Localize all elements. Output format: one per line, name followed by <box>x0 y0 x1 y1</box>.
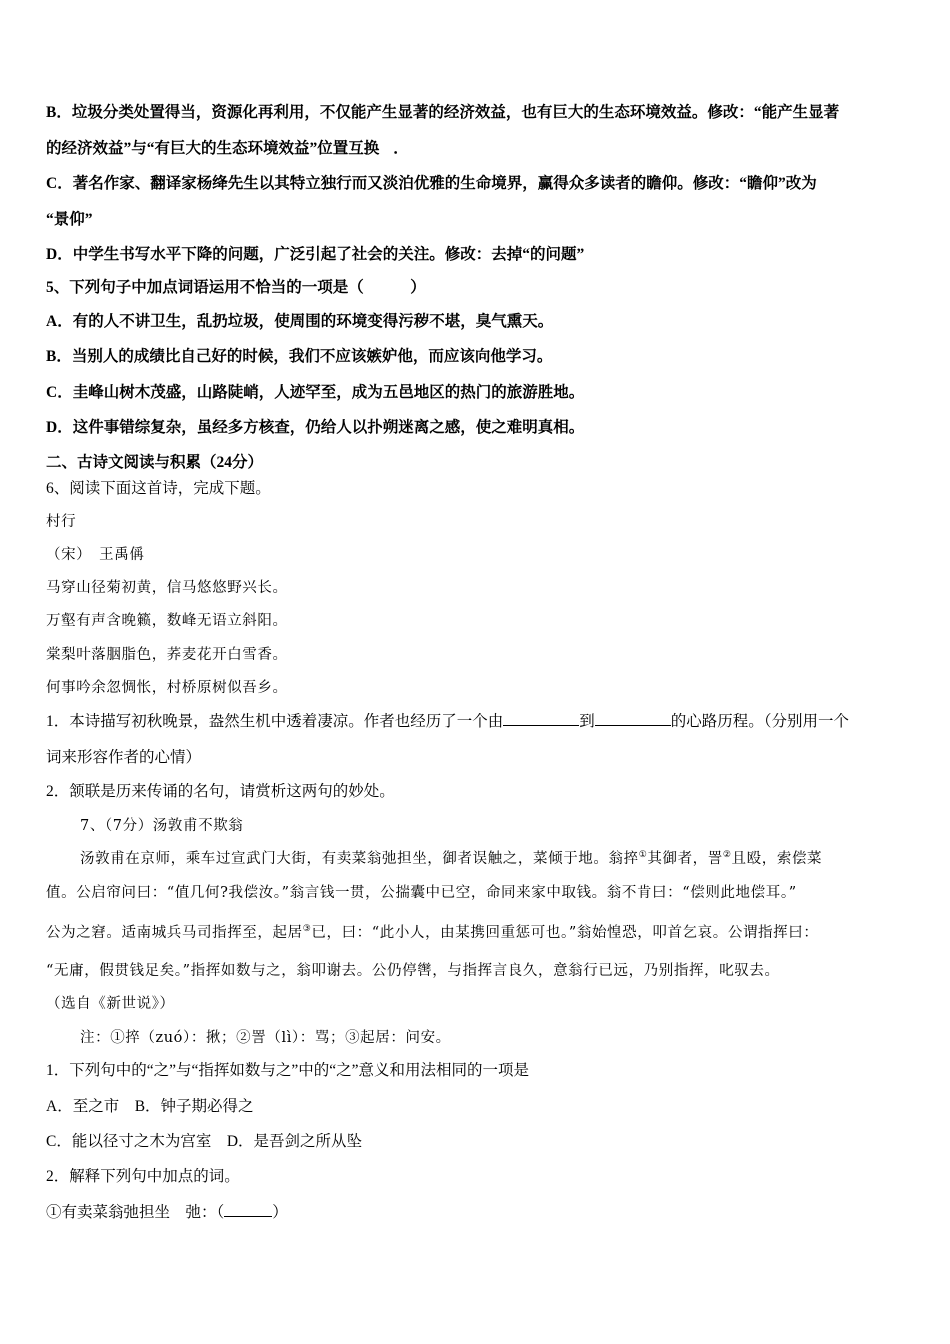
poem-line: 何事吟余忽惆怅，村桥原树似吾乡。 <box>46 680 288 696</box>
poem-line: 棠梨叶落胭脂色，荞麦花开白雪香。 <box>46 647 288 663</box>
answer-blank-2[interactable] <box>595 711 671 726</box>
poem-line: 万壑有声含晚籁，数峰无语立斜阳。 <box>46 613 288 629</box>
footnote-mark: ② <box>722 850 732 861</box>
passage-text: 且殴，索偿菜 <box>731 851 823 867</box>
poem-author: （宋） 王禹偁 <box>46 547 145 563</box>
q4-option-c-line1: C．著名作家、翻译家杨绛先生以其特立独行而又淡泊优雅的生命境界，赢得众多读者的瞻仰。修改：“瞻仰”改为 <box>46 175 817 192</box>
passage-text: 公为之窘。适南城兵马司指挥至，起居 <box>46 925 303 941</box>
passage-line-1 <box>80 849 822 869</box>
q5-stem: 5、下列句子中加点词语运用不恰当的一项是（ ） <box>46 279 426 296</box>
footnote-mark: ① <box>638 850 648 861</box>
poem-line: 马穿山径菊初黄，信马悠悠野兴长。 <box>46 580 288 596</box>
q4-option-b-line2 <box>46 139 409 159</box>
section-heading: 二、古诗文阅读与积累（24分） <box>46 454 264 471</box>
q7-sub1-options-ab: A．至之市 B．钟子期必得之 <box>46 1098 254 1115</box>
q5-option-d: D．这件事错综复杂，虽经多方核查，仍给人以扑朔迷离之感，使之难明真相。 <box>46 419 585 436</box>
q6-sub1 <box>46 711 849 732</box>
q4-option-b-line2-end: ． <box>393 140 409 157</box>
q5-option-a: A．有的人不讲卫生，乱扔垃圾，使周围的环境变得污秽不堪，臭气熏天。 <box>46 313 554 330</box>
q6-sub2: 2．颔联是历来传诵的名句，请赏析这两句的妙处。 <box>46 783 395 800</box>
passage-text: 已，曰：“此小人，由某携回重惩可也。”翁始惶恐，叩首乞哀。公谓指挥曰： <box>311 925 819 941</box>
passage-text: 其御者，詈 <box>647 851 723 867</box>
q7-title: 7、（7分）汤敦甫不欺翁 <box>80 818 244 834</box>
q6-sub1-part1: 1．本诗描写初秋晚景，盎然生机中透着凄凉。作者也经历了一个由 <box>46 713 504 730</box>
q7-sub2-item1-text: ①有卖菜翁弛担坐 弛：（ <box>46 1204 225 1221</box>
passage-note: 注：①捽（zuó）：揪；②詈（lì）：骂；③起居：问安。 <box>80 1030 451 1046</box>
q4-option-b-line1: B．垃圾分类处置得当，资源化再利用，不仅能产生显著的经济效益，也有巨大的生态环境效益。修改：“能产生显著 <box>46 104 840 121</box>
q4-option-d: D．中学生书写水平下降的问题，广泛引起了社会的关注。修改：去掉“的问题” <box>46 246 585 263</box>
poem-title: 村行 <box>46 514 77 530</box>
passage-text: 汤敦甫在京师，乘车过宣武门大街，有卖菜翁弛担坐，御者误触之，菜倾于地。翁捽 <box>80 851 639 867</box>
q4-option-c-line2: “景仰” <box>46 211 93 228</box>
answer-blank-1[interactable] <box>503 711 579 726</box>
q7-sub2-stem: 2．解释下列句中加点的词。 <box>46 1168 240 1185</box>
footnote-mark: ③ <box>302 924 312 935</box>
q7-sub1-stem: 1．下列句中的“之”与“指挥如数与之”中的“之”意义和用法相同的一项是 <box>46 1062 530 1079</box>
passage-line-3 <box>46 923 818 943</box>
q4-option-b-line2-text: 的经济效益”与“有巨大的生态环境效益”位置互换 <box>46 140 380 157</box>
q7-sub2-item1-close: ） <box>272 1204 288 1221</box>
passage-source: （选自《新世说》） <box>46 996 175 1012</box>
q6-sub1-part2: 到 <box>579 713 595 730</box>
q7-sub2-item1 <box>46 1202 288 1223</box>
q6-stem: 6、阅读下面这首诗，完成下题。 <box>46 480 271 497</box>
q6-sub1-part3: 的心路历程。（分别用一个 <box>670 713 850 730</box>
passage-line-4: “无庸，假贯钱足矣。”指挥如数与之，翁叩谢去。公仍停辔，与指挥言良久，意翁行已远，乃别指挥，叱驭去。 <box>46 963 780 979</box>
q6-sub1-line2: 词来形容作者的心情） <box>46 749 202 766</box>
passage-line-2: 值。公启帘问曰：“值几何?我偿汝。”翁言钱一贯，公揣囊中已空，命同来家中取钱。翁不肯曰：“偿则此地偿耳。” <box>46 885 797 901</box>
answer-blank-3[interactable] <box>224 1202 272 1217</box>
q7-sub1-options-cd: C．能以径寸之木为宫室 D．是吾剑之所从坠 <box>46 1133 363 1150</box>
q5-option-b: B．当别人的成绩比自己好的时候，我们不应该嫉妒他，而应该向他学习。 <box>46 348 553 365</box>
q5-option-c: C．圭峰山树木茂盛，山路陡峭，人迹罕至，成为五邑地区的热门的旅游胜地。 <box>46 384 585 401</box>
